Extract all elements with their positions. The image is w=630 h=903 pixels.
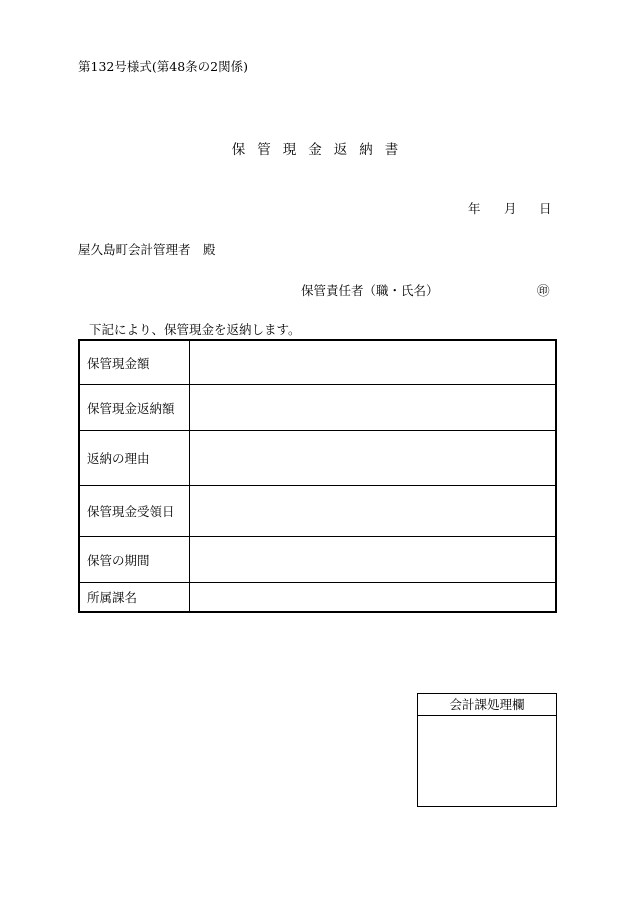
department-field[interactable] [190, 583, 555, 611]
processing-box-area[interactable] [418, 716, 556, 806]
document-title: 保管現金返納書 [231, 142, 411, 158]
responsible-person-label: 保管責任者（職・氏名） [301, 283, 439, 298]
seal-mark: ㊞ [537, 283, 550, 298]
row-label: 保管の期間 [80, 537, 190, 582]
form-number: 第132号様式(第48条の2関係) [78, 59, 248, 74]
custody-period-field[interactable] [190, 537, 555, 582]
return-amount-field[interactable] [190, 385, 555, 430]
table-row-return-reason [80, 431, 555, 486]
table-row-cash-amount [80, 341, 555, 385]
return-reason-field[interactable] [190, 431, 555, 485]
cash-amount-field[interactable] [190, 341, 555, 384]
row-label: 所属課名 [80, 583, 190, 611]
statement-text: 下記により、保管現金を返納します。 [89, 322, 301, 337]
table-row-return-amount [80, 385, 555, 431]
date-month-label: 月 [504, 201, 517, 216]
addressee: 屋久島町会計管理者 殿 [78, 242, 216, 257]
return-details-table [78, 339, 557, 613]
date-year-label: 年 [468, 201, 481, 216]
table-row-department [80, 583, 555, 611]
row-label: 保管現金返納額 [80, 385, 190, 430]
accounting-processing-box [417, 693, 557, 807]
row-label: 保管現金額 [80, 341, 190, 384]
date-day-label: 日 [539, 201, 552, 216]
row-label: 返納の理由 [80, 431, 190, 485]
table-row-custody-period [80, 537, 555, 583]
processing-box-title: 会計課処理欄 [418, 694, 556, 716]
row-label: 保管現金受領日 [80, 486, 190, 536]
table-row-receipt-date [80, 486, 555, 537]
receipt-date-field[interactable] [190, 486, 555, 536]
